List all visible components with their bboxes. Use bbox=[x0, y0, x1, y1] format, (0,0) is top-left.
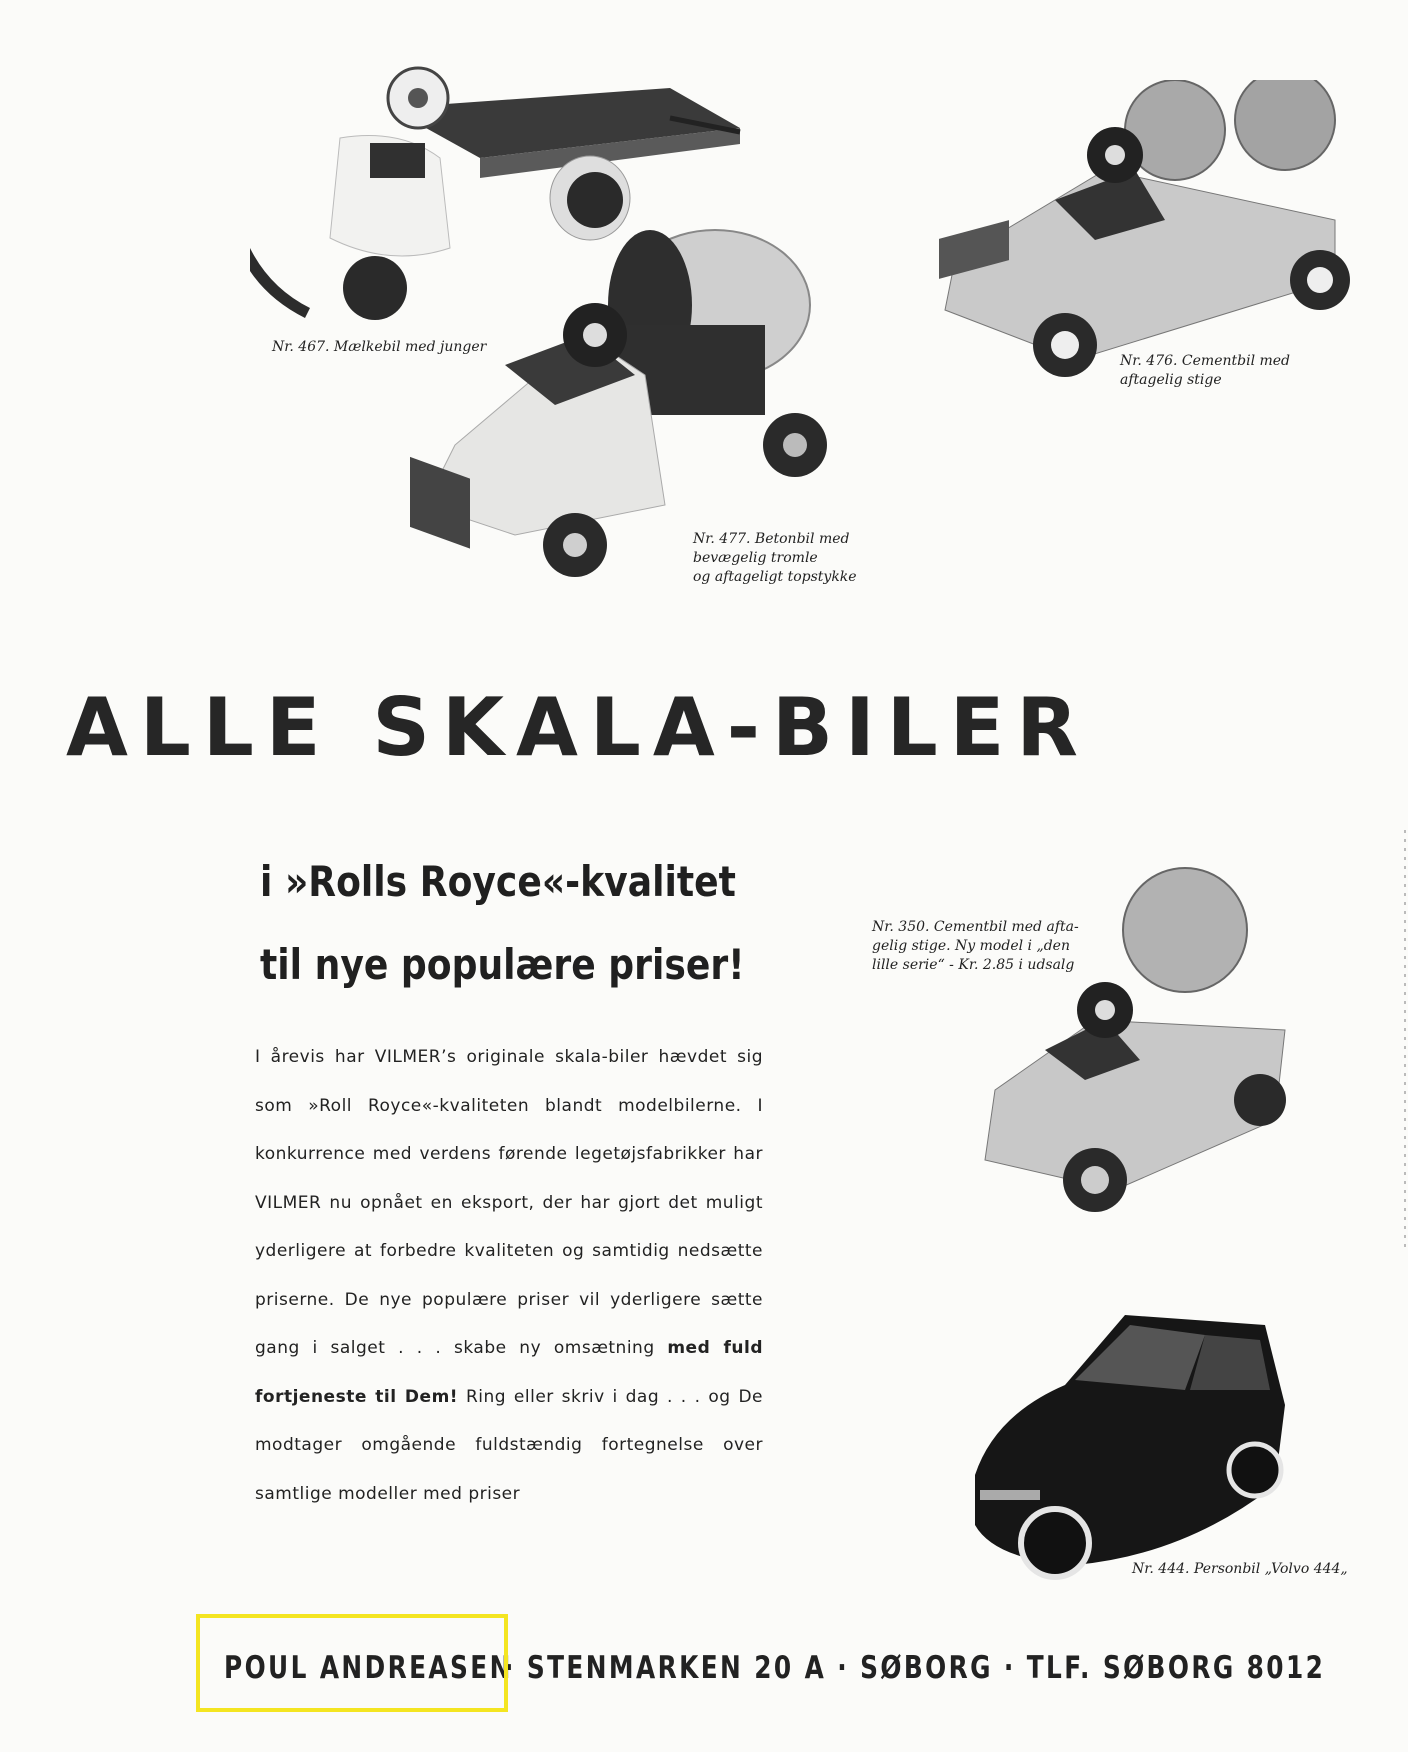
headline: ALLE SKALA-BILER bbox=[66, 681, 1090, 774]
caption-467: Nr. 467. Mælkebil med junger bbox=[272, 339, 487, 355]
footer-name: POUL ANDREASEN bbox=[224, 1650, 513, 1686]
caption-444: Nr. 444. Personbil „Volvo 444„ bbox=[1132, 1561, 1348, 1577]
edge-perforation bbox=[1404, 830, 1406, 1250]
body-outro: Ring eller skriv i dag . . . og De modtager omgående fuldstændig fortegnelse over samtlige modeller med priser bbox=[255, 1386, 763, 1504]
subheadline-line-2: til nye populære priser! bbox=[260, 940, 745, 989]
highlight-box bbox=[196, 1614, 508, 1712]
footer-address: · STENMARKEN 20 A · SØBORG · TLF. SØBORG 8012 bbox=[504, 1650, 1326, 1686]
caption-476: Nr. 476. Cementbil med aftagelig stige bbox=[1120, 353, 1291, 388]
body-intro: I årevis har VILMER’s originale skala-biler hævdet sig som »Roll Royce«-kvaliteten blandt modelbilerne. I konkurrence med verdens førende legetøjsfabrikker har VILMER nu opnået en eksport, der har gjort det muligt yderligere at forbedre kvaliteten og samtidig nedsætte priserne. De nye populære priser vil yderligere sætte gang i salget . . . skabe ny omsætning bbox=[255, 1047, 763, 1358]
cement-truck-photo bbox=[935, 80, 1365, 380]
caption-477: Nr. 477. Betonbil med bevægelig tromle og aftageligt topstykke bbox=[693, 531, 857, 585]
subheadline-line-1: i »Rolls Royce«-kvalitet bbox=[260, 857, 736, 906]
body-text bbox=[255, 1033, 763, 1518]
small-cement-truck-photo bbox=[975, 860, 1295, 1230]
caption-350: Nr. 350. Cementbil med afta- gelig stige. Ny model i „den lille serie“ - Kr. 2.85 i udsalg bbox=[872, 919, 1079, 973]
volvo-car-photo bbox=[955, 1295, 1295, 1585]
body-bold: med fuld fortjeneste til Dem! bbox=[255, 1338, 763, 1407]
